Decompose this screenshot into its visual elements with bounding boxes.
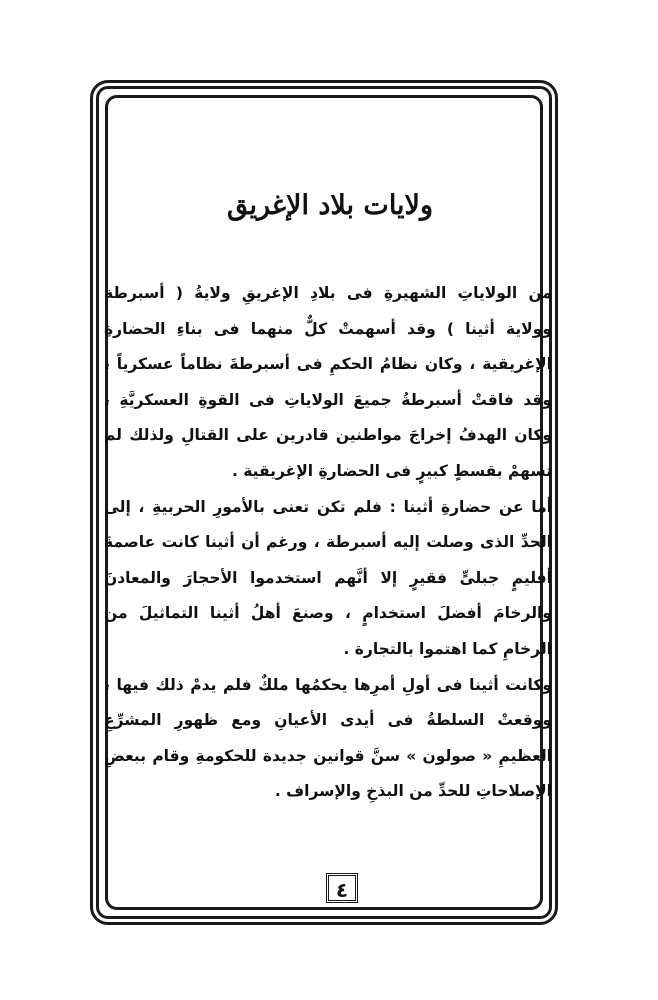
chapter-title: ولايات بلاد الإغريق — [227, 190, 433, 221]
paragraph-athens-government: وكانت أثينا فى أولِ أمرِها يحكمُها ملكٌ فلم يدمْ ذلك فيها ، ووقعتْ السلطةُ فى أيدى الأعيانِ ومع ظهورِ المشرِّعِ العظيمِ « صولون » سنَّ قوانين جديدة للحكومةِ وقام ببعضِ الإصلاحاتِ للحدِّ من البذخِ والإسراف . — [104, 675, 552, 801]
paragraph-athens-civilization: أما عن حضارةِ أثينا : فلم تكن تعنى بالأمورِ الحربيةِ ، إلى الحدِّ الذى وصلت إليه أسبرطة ، ورغم أن أثينا كانت عاصمةَ أقليمٍ جبلىٍّ فقيرٍ إلا أنَّهم استخدموا الأحجارَ والمعادنَ والرخامَ أفضلَ استخدامٍ ، وصنعَ أهلُ أثينا التماثيلَ من الرخامِ كما اهتموا بالتجارة . — [104, 497, 552, 658]
page-number: ٤ — [326, 873, 358, 903]
body-text — [104, 276, 552, 810]
paragraph-sparta-athens: من الولاياتِ الشهيرةِ فى بلادِ الإغريقِ ولايةُ ( أسبرطة وولاية أثينا ) وقد أسهمتْ كلٌّ منهما فى بناءِ الحضارةِ الإغريقية ، وكان نظامُ الحكمِ فى أسبرطةَ نظاماً عسكرياً ، وقد فاقتْ أسبرطةُ جميعَ الولاياتِ فى القوةِ العسكريَّةِ ، وكان الهدفُ إخراجَ مواطنين قادرين على القتالِ ولذلك لم تسهمْ بقسطٍ كبيرٍ فى الحضارةِ الإغريقية . — [104, 284, 552, 480]
